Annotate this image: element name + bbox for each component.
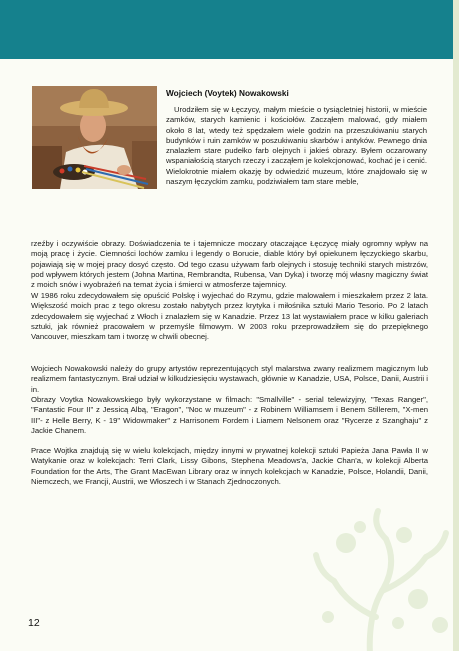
- article-paragraph-1: Urodziłem się w Łęczycy, małym mieście o tysiącletniej historii, w mieście zamków, starych kamienic i kościołów. Zacząłem malować, gdy miałem około 8 lat, wtedy też spędzałem wiele godzin na przeszukiwaniu starych budynków i ruin zamków w poszukiwaniu skarbów i antyków. Pewnego dnia znalazłem stare pudełko farb olejnych i jakieś obrazy. Byłem oczarowany wspaniałością starych rzeczy i zacząłem je kolekcjonować, kochać je i cenić. Wielokrotnie miałem okazję by odwiedzić muzeum, które znajdowało się w naszym łęczyckim zamku, podziwiałem tam stare meble,: [166, 105, 427, 187]
- article-paragraph-4: Obrazy Voytka Nowakowskiego były wykorzystane w filmach: "Smallville" - serial telewizyjny, "Texas Ranger", "Fantastic Four II" z Jessicą Albą, "Eragon", "Noc w muzeum" - z Robinem Williamsem i Benem Stillerem, "X-men III"- z Helle Berry, K - 19" Widowmaker" z Harrisonem Fordem i Liamem Nelsonem oraz "Rycerze z Szanghaju" z Jackie Chanem.: [31, 395, 428, 435]
- article-paragraph-1-continued: rzeźby i oczywiście obrazy. Doświadczenia te i tajemnicze moczary otaczające Łęczycę miały ogromny wpływ na moją pracę i życie. Ciemności lochów zamku i legendy o Borucie, diable który był opiekunem łęczyckiego skarbu, pojawiają się w mojej pracy dosyć często. Od tego czasu używam farb olejnych i stosuję techniki starych mistrzów, pod wpływem których jestem (Johna Martina, Rembrandta, Rubensa, Van Dyka) i tworzę mój własny magiczny świat z moich snów i wyobrażeń na temat życia i śmierci w atmosferze tajemnicy.: [31, 239, 428, 290]
- page-edge: [453, 0, 459, 651]
- header-band: [0, 0, 453, 59]
- artist-portrait: [32, 86, 157, 189]
- page-number: 12: [28, 617, 40, 629]
- article-paragraph-3: Wojciech Nowakowski należy do grupy artystów reprezentujących styl malarstwa zwany realizmem magicznym lub realizmem fantastycznym. Brał udział w kilkudziesięciu wystawach, głównie w Kanadzie, USA, Polsce, Danii, Austrii i in.: [31, 364, 428, 394]
- floral-ornament: [300, 505, 453, 651]
- article-paragraph-5: Prace Wojtka znajdują się w wielu kolekcjach, między innymi w prywatnej kolekcji sztuki Papieża Jana Pawła II w Watykanie oraz w kolekcjach: Terri Clark, Lissy Gibons, Stephena Meadows'a, Jackie Chan'a, w kolekcji Alberta Foundation for the Arts, The Grant MacEwan Library oraz w innych kolekcjach w Kanadzie, Polsce, Holandii, Danii, Niemczech, we Francji, Austrii, we Włoszech i w Stanach Zjednoczonych.: [31, 446, 428, 486]
- article-paragraph-2: W 1986 roku zdecydowałem się opuścić Polskę i wyjechać do Rzymu, gdzie malowałem i mieszkałem przez 2 lata. Większość moich prac z tego okresu zostało nabytych przez krytyka i miłośnika sztuki Mario Tesorio. Po 2 latach zdecydowałem się wyjechać z Włoch i znalazłem się w Kanadzie. Przez 13 lat wystawiałem prace w kilku galeriach sztuki, jak również pracowałem w przemyśle filmowym. W 2003 roku przeprowadziłem się do przepięknego Vancouver, mieszkam tam i tworzę w chwili obecnej.: [31, 291, 428, 342]
- article-title: Wojciech (Voytek) Nowakowski: [166, 88, 289, 98]
